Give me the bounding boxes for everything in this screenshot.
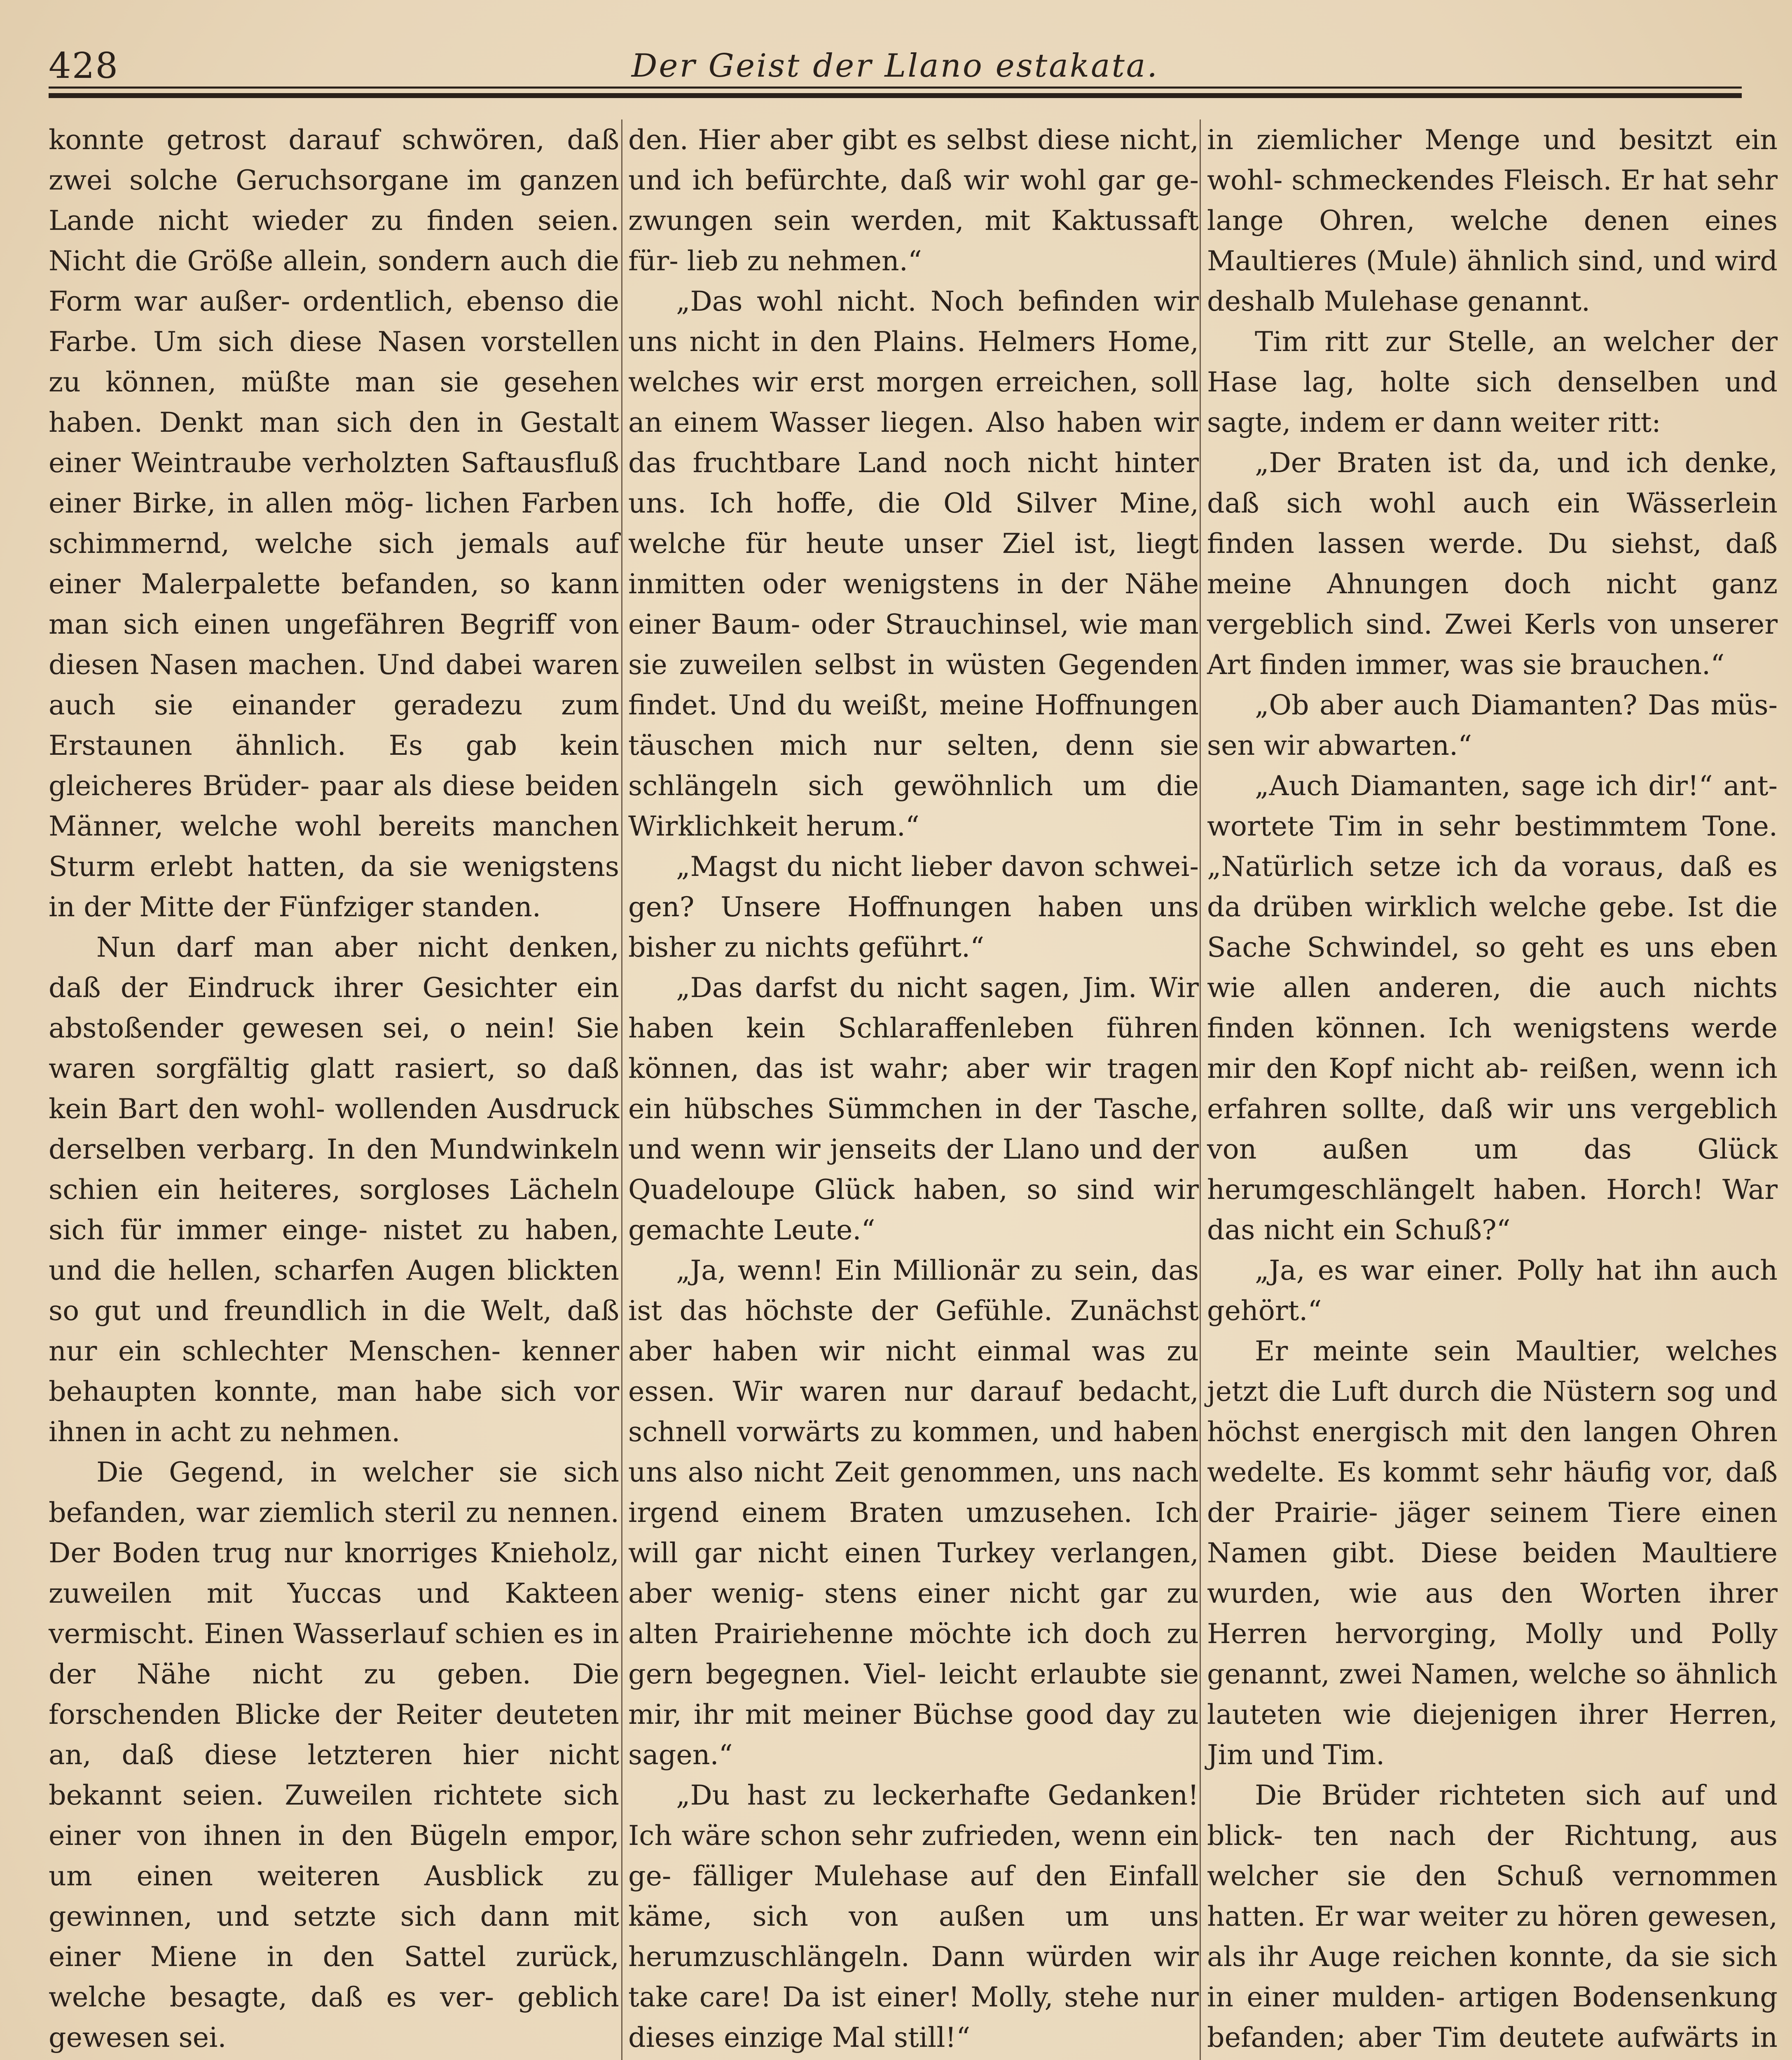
page-number: 428 xyxy=(49,45,119,87)
paragraph: Die Brüder richteten sich auf und blick- ten nach der Richtung, aus welcher sie den Schuß vernommen hatten. Er war weiter zu hören gewesen, als ihr Auge reichen konnte, da sie sich in einer mulden- artigen Bodensenkung befanden; aber Tim deutete aufwärts in xyxy=(1207,1779,1778,2053)
paragraph: „Das wohl nicht. Noch befinden wir uns nicht in den Plains. Helmers Home, welches wir erst morgen erreichen, soll an einem Wasser liegen. Also haben wir das fruchtbare Land noch nicht hinter uns. Ich hoffe, die Old Silver Mine, welche für heute unser Ziel ist, liegt inmitten oder wenigstens in der Nähe einer Baum- oder Strauchinsel, wie man sie zuweilen selbst in wüsten Gegenden findet. Und du weißt, meine Hoffnungen täuschen mich nur selten, denn sie schlängeln sich gewöhnlich um die Wirklichkeit herum.“ xyxy=(628,285,1199,842)
paragraph: „Auch Diamanten, sage ich dir!“ ant- wortete Tim in sehr bestimmtem Tone. „Natürlich setze ich da voraus, daß es da drüben wirklich welche gebe. Ist die Sache Schwindel, so geht es uns eben wie allen anderen, die auch nichts finden können. Ich wenigstens werde mir den Kopf nicht ab- reißen, wenn ich erfahren sollte, daß wir uns vergeblich von außen um das Glück herumgeschlängelt haben. Horch! War das nicht ein Schuß?“ xyxy=(1207,770,1778,1246)
paragraph: „Ja, wenn! Ein Millionär zu sein, das ist das höchste der Gefühle. Zunächst aber haben wir nicht einmal was zu essen. Wir waren nur darauf bedacht, schnell vorwärts zu kommen, und haben uns also nicht Zeit genommen, uns nach irgend einem Braten umzusehen. Ich will gar nicht einen Turkey verlangen, aber wenig- stens einer nicht gar zu alten Prairiehenne möchte ich doch zu gern begegnen. Viel- leicht erlaubte sie mir, ihr mit meiner Büchse good day zu sagen.“ xyxy=(628,1254,1199,1771)
paragraph: „Der Braten ist da, und ich denke, daß sich wohl auch ein Wässerlein finden lassen werde. Du siehst, daß meine Ahnungen doch nicht ganz vergeblich sind. Zwei Kerls von unserer Art finden immer, was sie brauchen.“ xyxy=(1207,447,1778,681)
paragraph: „Ja, es war einer. Polly hat ihn auch gehört.“ xyxy=(1207,1254,1778,1327)
paragraph: „Das darfst du nicht sagen, Jim. Wir haben kein Schlaraffenleben führen können, das ist wahr; aber wir tragen ein hübsches Sümmchen in der Tasche, und wenn wir jenseits der Llano und der Quadeloupe Glück haben, so sind wir gemachte Leute.“ xyxy=(628,971,1199,1246)
paragraph: „Ob aber auch Diamanten? Das müs- sen wir abwarten.“ xyxy=(1207,689,1778,761)
paragraph: Er meinte sein Maultier, welches jetzt die Luft durch die Nüstern sog und höchst energisch mit den langen Ohren wedelte. Es kommt sehr häufig vor, daß der Prairie- jäger seinem Tiere einen Namen gibt. Diese beiden Maultiere wurden, wie aus den Worten ihrer Herren hervorging, Molly und Polly genannt, zwei Namen, welche so ähnlich lauteten wie diejenigen ihrer Herren, Jim und Tim. xyxy=(1207,1335,1778,1771)
header-rule-thick xyxy=(49,93,1742,98)
paragraph: konnte getrost darauf schwören, daß zwei solche Geruchsorgane im ganzen Lande nicht wieder zu finden seien. Nicht die Größe allein, sondern auch die Form war außer- ordentlich, ebenso die Farbe. Um sich diese Nasen vorstellen zu können, müßte man sie gesehen haben. Denkt man sich den in Gestalt einer Weintraube verholzten Saftausfluß einer Birke, in allen mög- lichen Farben schimmernd, welche sich jemals auf einer Malerpalette befanden, so kann man sich einen ungefähren Begriff von diesen Nasen machen. Und dabei waren auch sie einander geradezu zum Erstaunen ähnlich. Es gab kein gleicheres Brüder- paar als diese beiden Männer, welche wohl bereits manchen Sturm erlebt hatten, da sie wenigstens in der Mitte der Fünfziger standen. xyxy=(49,124,619,923)
text-column-2 xyxy=(628,119,1199,2060)
paragraph xyxy=(628,2058,1199,2060)
paragraph: „Du hast zu leckerhafte Gedanken! Ich wäre schon sehr zufrieden, wenn ein ge- fälliger Mulehase auf den Einfall käme, sich von außen um uns herumzuschlängeln. Dann würden wir take care! Da ist einer! Molly, stehe nur dieses einzige Mal still!“ xyxy=(628,1779,1199,2053)
running-title: Der Geist der Llano estakata. xyxy=(631,47,1159,84)
paragraph: in ziemlicher Menge und besitzt ein wohl- schmeckendes Fleisch. Er hat sehr lange Ohren, welche denen eines Maultieres (Mule) ähnlich sind, und wird deshalb Mulehase genannt. xyxy=(1207,124,1778,317)
paragraph: Nun darf man aber nicht denken, daß der Eindruck ihrer Gesichter ein abstoßender gewesen sei, o nein! Sie waren sorgfältig glatt rasiert, so daß kein Bart den wohl- wollenden Ausdruck derselben verbarg. In den Mundwinkeln schien ein heiteres, sorgloses Lächeln sich für immer einge- nistet zu haben, und die hellen, scharfen Augen blickten so gut und freundlich in die Welt, daß nur ein schlechter Menschen- kenner behaupten konnte, man habe sich vor ihnen in acht zu nehmen. xyxy=(49,931,619,1448)
page-header xyxy=(49,45,1742,91)
paragraph: „Magst du nicht lieber davon schwei- gen? Unsere Hoffnungen haben uns bisher zu nichts geführt.“ xyxy=(628,850,1199,963)
text-column-3 xyxy=(1207,119,1778,2060)
header-rule-thin xyxy=(49,87,1742,89)
paragraph xyxy=(49,2058,619,2060)
column-separator xyxy=(621,119,622,2060)
paragraph: Tim ritt zur Stelle, an welcher der Hase lag, holte sich denselben und sagte, indem er dann weiter ritt: xyxy=(1207,325,1778,438)
text-column-1 xyxy=(49,119,619,2060)
column-separator xyxy=(1200,119,1201,2060)
paragraph: Die Gegend, in welcher sie sich befanden, war ziemlich steril zu nennen. Der Boden trug nur knorriges Knieholz, zuweilen mit Yuccas und Kakteen vermischt. Einen Wasserlauf schien es in der Nähe nicht zu geben. Die forschenden Blicke der Reiter deuteten an, daß diese letzteren hier nicht bekannt seien. Zuweilen richtete sich einer von ihnen in den Bügeln empor, um einen weiteren Ausblick zu gewinnen, und setzte sich dann mit einer Miene in den Sattel zurück, welche besagte, daß es ver- geblich gewesen sei. xyxy=(49,1456,619,2053)
paragraph: den. Hier aber gibt es selbst diese nicht, und ich befürchte, daß wir wohl gar ge- zwungen sein werden, mit Kaktussaft für- lieb zu nehmen.“ xyxy=(628,124,1199,277)
